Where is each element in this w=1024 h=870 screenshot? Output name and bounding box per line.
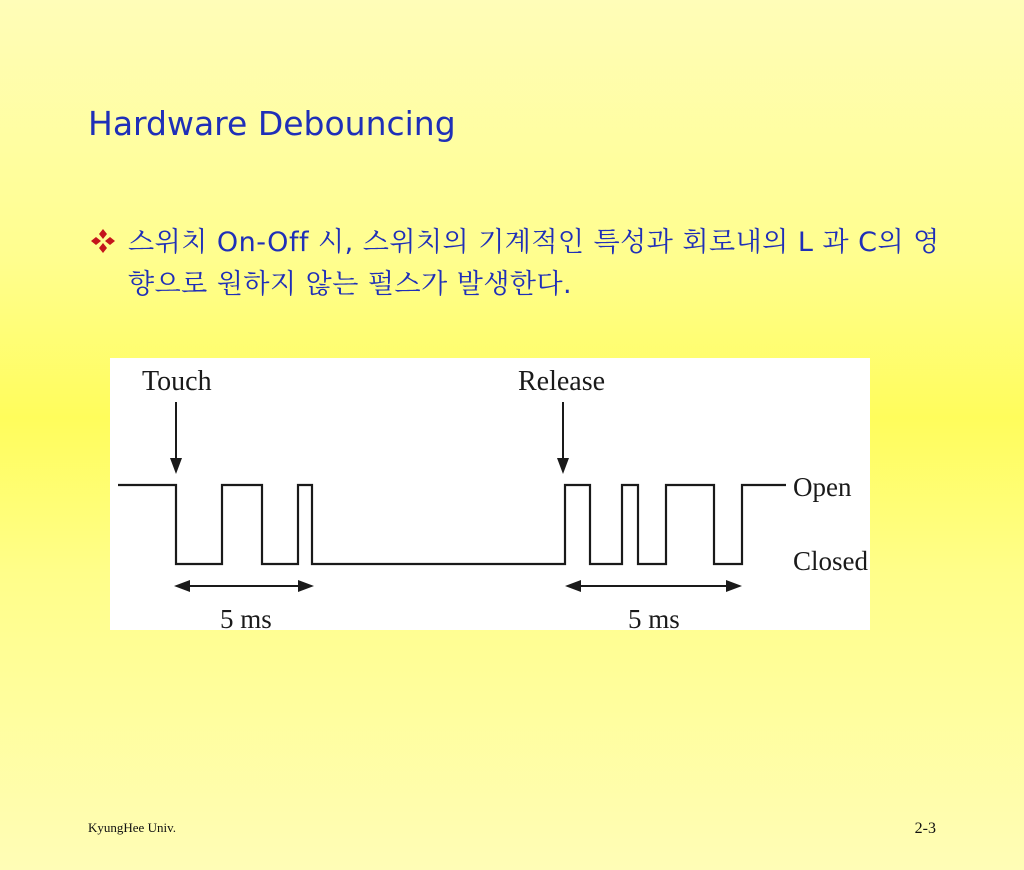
touch-label: Touch [142, 366, 212, 397]
closed-level-label: Closed [793, 546, 869, 576]
four-diamond-bullet-icon [90, 228, 116, 254]
open-level-label: Open [793, 472, 852, 502]
touch-duration-arrow [174, 580, 314, 592]
release-duration-arrow [565, 580, 742, 592]
release-arrow [557, 402, 569, 474]
release-duration-label: 5 ms [628, 604, 680, 630]
touch-arrow [170, 402, 182, 474]
debounce-waveform-figure [110, 358, 870, 630]
bullet-text: 스위치 On-Off 시, 스위치의 기계적인 특성과 회로내의 L 과 C의 영향으로 원하지 않는 펄스가 발생한다. [128, 227, 940, 300]
slide-title: Hardware Debouncing [88, 104, 456, 143]
footer-university: KyungHee Univ. [88, 820, 176, 835]
touch-duration-label: 5 ms [220, 604, 272, 630]
page-number: 2-3 [914, 820, 936, 837]
release-label: Release [518, 366, 606, 397]
switch-signal-waveform [118, 485, 786, 564]
